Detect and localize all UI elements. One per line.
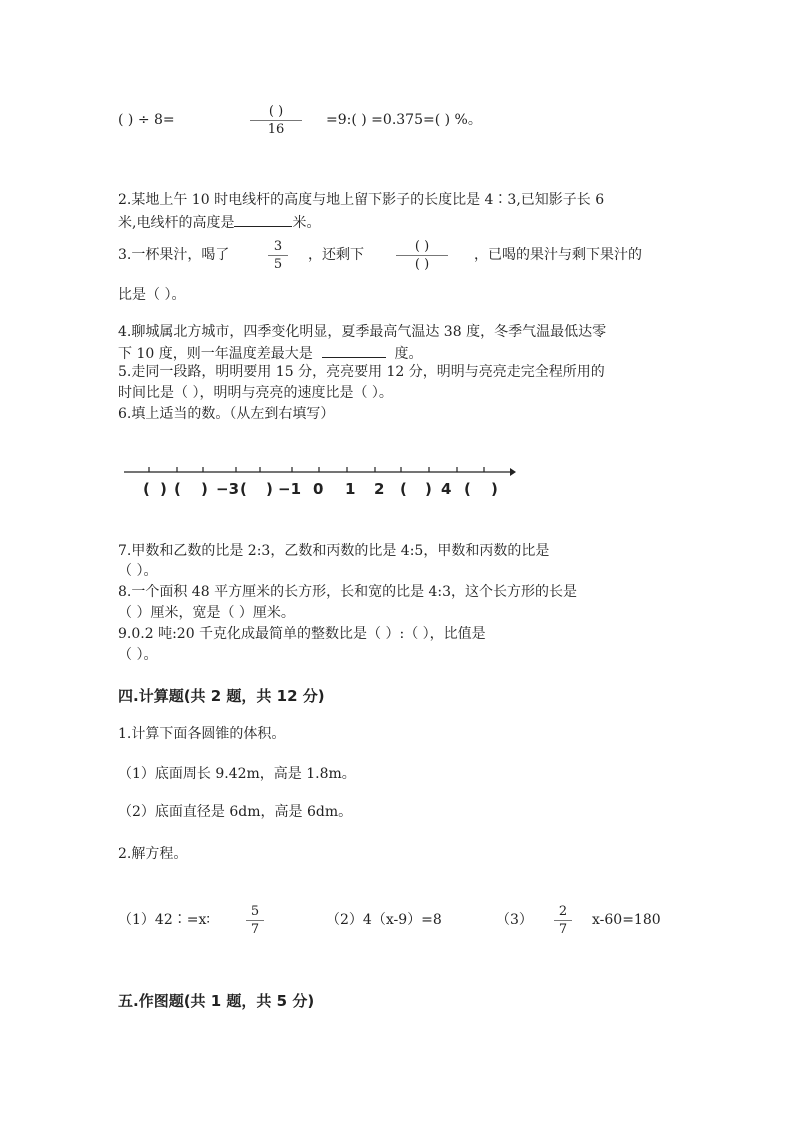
number-line [120, 462, 520, 482]
fraction-bar [250, 120, 302, 121]
eq3-fraction-denominator: 7 [558, 922, 568, 937]
number-line-label[interactable]: ) [201, 480, 208, 498]
q2-line2-pre: 米,电线杆的高度是 [118, 215, 235, 231]
eq1-fraction-numerator: 5 [250, 904, 260, 919]
number-line-label: 1 [345, 480, 356, 498]
q2-line2 [118, 212, 320, 232]
number-line-label: −3 [216, 480, 240, 498]
number-line-label: 4 [441, 480, 452, 498]
q9-line2: （ ）。 [118, 647, 158, 663]
q3-fraction-left-denominator[interactable]: ( ) [414, 257, 430, 272]
q1-fraction [250, 104, 302, 137]
number-line-label: 0 [313, 480, 324, 498]
eq3-fraction-numerator: 2 [558, 904, 568, 919]
fraction-bar [268, 255, 288, 256]
q3-post: ，已喝的果汁与剩下果汁的 [474, 247, 642, 263]
eq1-pre: （1）42∶=x∶ [118, 912, 210, 928]
q4-line2 [118, 343, 423, 363]
fraction-bar [246, 920, 264, 921]
number-line-label[interactable]: ( [464, 480, 471, 498]
number-line-label[interactable]: ( [143, 480, 150, 498]
q3-fraction-left-numerator[interactable]: ( ) [414, 239, 430, 254]
eq3-fraction [554, 904, 572, 937]
section4-p2: 2.解方程。 [118, 846, 188, 862]
eq1-fraction-denominator: 7 [250, 922, 260, 937]
q4-line2-post: 度。 [394, 346, 423, 362]
arrow-right-icon [510, 468, 516, 476]
section4-p1: 1.计算下面各圆锥的体积。 [118, 726, 286, 742]
q3-fraction-drunk-denominator: 5 [273, 257, 283, 272]
q5-line2: 时间比是（ ），明明与亮亮的速度比是（ ）。 [118, 385, 393, 401]
number-line-label[interactable]: ) [266, 480, 273, 498]
q4-answer-blank[interactable] [322, 343, 386, 358]
q4-line2-pre: 下 10 度，则一年温度差最大是 [118, 346, 313, 362]
q3-fraction-drunk-numerator: 3 [273, 239, 283, 254]
q3-pre: 3.一杯果汁，喝了 [118, 247, 230, 263]
q3-fraction-drunk [268, 239, 288, 272]
q3-line2: 比是（ ）。 [118, 287, 186, 303]
q2-line1: 2.某地上午 10 时电线杆的高度与地上留下影子的长度比是 4∶3,已知影子长 6 [118, 192, 605, 208]
fraction-bar [396, 255, 448, 256]
fraction-bar [554, 920, 572, 921]
number-line-label: −1 [278, 480, 302, 498]
q7-line2: （ ）。 [118, 563, 158, 579]
number-line-label[interactable]: ( [174, 480, 181, 498]
number-line-label[interactable]: ) [491, 480, 498, 498]
q2-answer-blank[interactable] [234, 212, 292, 227]
number-line-label[interactable]: ) [160, 480, 167, 498]
q5-line1: 5.走同一段路，明明要用 15 分，亮亮要用 12 分，明明与亮亮走完全程所用的 [118, 364, 605, 380]
eq3-post: x-60=180 [592, 912, 661, 928]
number-line-label[interactable]: ) [425, 480, 432, 498]
section4-p1b: （2）底面直径是 6dm，高是 6dm。 [118, 804, 353, 820]
section4-heading: 四.计算题(共 2 题，共 12 分) [118, 687, 325, 705]
q8-line1: 8.一个面积 48 平方厘米的长方形，长和宽的比是 4:3，这个长方形的长是 [118, 584, 578, 600]
q6-line1: 6.填上适当的数。（从左到右填写） [118, 406, 335, 422]
q4-line1: 4.聊城属北方城市，四季变化明显，夏季最高气温达 38 度，冬季气温最低达零 [118, 324, 607, 340]
q2-line2-post: 米。 [292, 215, 321, 231]
q3-mid: ，还剩下 [308, 247, 364, 263]
number-line-label[interactable]: ( [400, 480, 407, 498]
q3-fraction-left [396, 239, 448, 272]
q1-fraction-numerator[interactable]: ( ) [268, 104, 284, 119]
q1-fraction-denominator: 16 [267, 122, 285, 137]
section4-p1a: （1）底面周长 9.42m，高是 1.8m。 [118, 766, 356, 782]
number-line-label: 2 [374, 480, 385, 498]
number-line-label[interactable]: ( [240, 480, 247, 498]
q9-line1: 9.0.2 吨:20 千克化成最简单的整数比是（ ）:（ ），比值是 [118, 626, 486, 642]
section5-heading: 五.作图题(共 1 题，共 5 分) [118, 992, 315, 1010]
q1-part-a: ( ) ÷ 8= [118, 112, 175, 128]
eq3-pre: （3） [496, 912, 533, 928]
eq1-fraction [246, 904, 264, 937]
q7-line1: 7.甲数和乙数的比是 2:3，乙数和丙数的比是 4:5，甲数和丙数的比是 [118, 543, 550, 559]
q8-line2: （ ）厘米，宽是（ ）厘米。 [118, 605, 295, 621]
eq2: （2）4（x-9）=8 [326, 912, 442, 928]
q1-part-b: =9:( ) =0.375=( ) %。 [326, 112, 482, 128]
